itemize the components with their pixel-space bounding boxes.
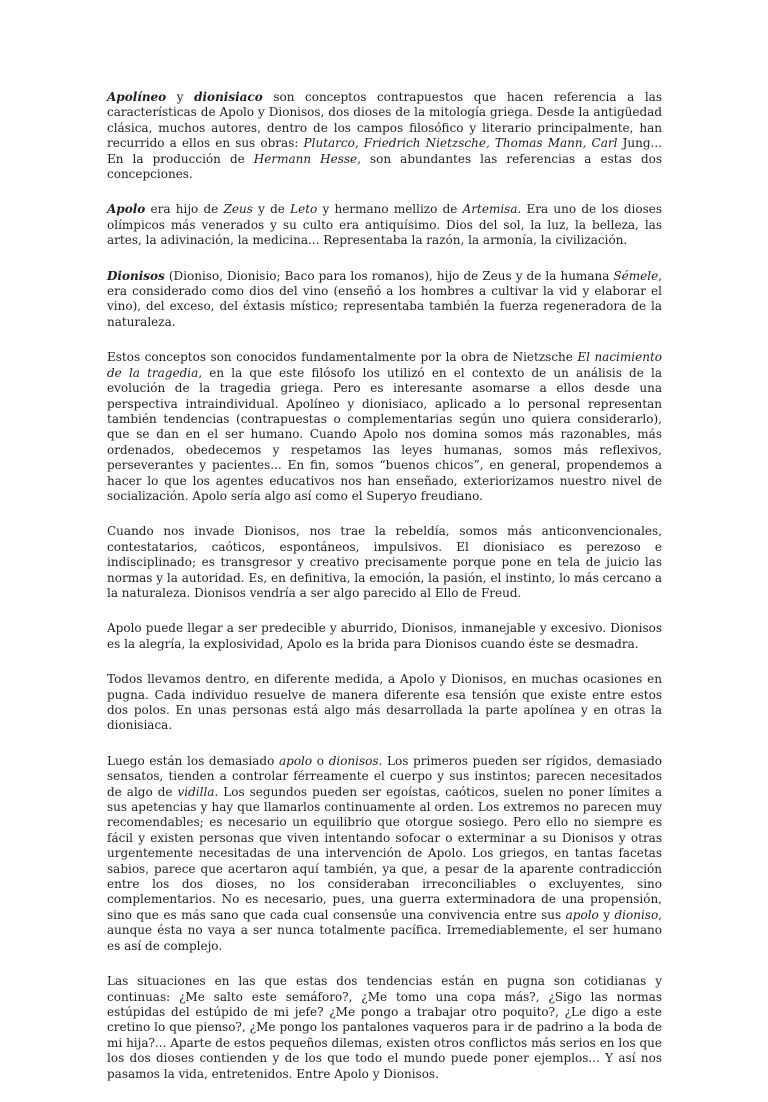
text-run: . Los segundos pueden ser egoístas, caóticos, suelen no poner límites a sus apetencias y hay que llamarlos continuamente al orden. Los extremos no parecen muy recomendables; es necesario un equilibrio que otorgue sosiego. Pero ello no siempre es fácil y existen personas que viven intentando sofocar o exterminar a su Dionisos y otras urgentemente necesitadas de una intervención de Apolo. Los griegos, en tantas facetas sabios, parece que acertaron aquí también, ya que, a pesar de la aparente contradicción entre los dos dioses, no los consideraban irreconciliables o excluyentes, sino complementarios. No es necesario, pues, una guerra exterminadora de una propensión, sino que es más sano que cada cual consensúe una convivencia entre sus bbox=[107, 784, 662, 922]
text-run: y bbox=[166, 90, 195, 104]
term-dionisiaco: dionisiaco bbox=[194, 90, 263, 104]
text-run: Las situaciones en las que estas dos tendencias están en pugna son cotidianas y continuas: ¿Me salto este semáforo?, ¿Me tomo una copa más?, ¿Sigo las normas estúpidas del estúpido de mi jefe? ¿Me pongo a trabajar otro poquito?, ¿Le digo a este cretino lo que pienso?, ¿Me pongo los pantalones vaqueros para ir de padrino a la boda de mi hija?... Aparte de estos pequeños dilemas, existen otros conflictos más serios en los que los dos dioses contienden y de los que todo el mundo puede poner ejemplos... Y así nos pasamos la vida, entretenidos. Entre Apolo y Dionisos. bbox=[107, 974, 662, 1081]
text-run: Jung... En la producción de bbox=[107, 136, 662, 166]
text-run: , aunque ésta no vaya a ser nunca totalmente pacífica. Irremediablemente, el ser humano es así de complejo. bbox=[107, 907, 662, 953]
text-run: Apolo puede llegar a ser predecible y aburrido, Dionisos, inmanejable y excesivo. Dionisos es la alegría, la explosividad, Apolo es la brida para Dionisos cuando éste se desmadra. bbox=[107, 621, 662, 651]
word-dionisos: dionisos bbox=[328, 753, 379, 768]
text-run: o bbox=[312, 753, 329, 768]
name-leto: Leto bbox=[290, 202, 318, 217]
word-dioniso: dioniso bbox=[614, 907, 659, 922]
text-run: en la que este filósofo los utilizó en el contexto de un análisis de la evolución de la tragedia griega. Pero es interesante asomarse a ellos desde una perspectiva intraindividual. Apolíneo y dionisiaco, aplicado a lo personal representan también tendencias (contrapuestas o complementarias según uno quiera considerarlo), que se dan en el ser humano. Cuando Apolo nos domina somos más razonables, más ordenados, obedecemos y respetamos las leyes humanas, somos más reflexivos, perseverantes y pacientes... En fin, somos “buenos chicos”, en general, propendemos a hacer lo que los agentes educativos nos han enseñado, exteriorizamos nuestro nivel de socialización. Apolo sería algo así como el Superyo freudiano. bbox=[107, 365, 662, 503]
name-zeus: Zeus bbox=[223, 202, 253, 217]
word-apolo: apolo bbox=[278, 753, 313, 768]
paragraph-8 bbox=[107, 754, 662, 954]
term-apolo: Apolo bbox=[107, 202, 146, 217]
name-artemisa: Artemisa bbox=[462, 202, 518, 217]
paragraph-2 bbox=[107, 202, 662, 248]
text-run: era hijo de bbox=[145, 202, 224, 217]
paragraph-3 bbox=[107, 269, 662, 331]
text-run: (Dioniso, Dionisio; Baco para los romanos), hijo de Zeus y de la humana bbox=[164, 268, 614, 283]
text-run: y bbox=[598, 907, 615, 922]
paragraph-9 bbox=[107, 974, 662, 1082]
text-run: Luego están los demasiado bbox=[107, 753, 279, 768]
paragraph-5 bbox=[107, 524, 662, 601]
document-body bbox=[107, 90, 662, 1102]
term-apolineo: Apolíneo bbox=[107, 90, 167, 104]
authors-list: Plutarco, Friedrich Nietzsche, Thomas Mann, Carl bbox=[303, 136, 618, 151]
word-vidilla: vidilla bbox=[177, 784, 215, 799]
text-run: . Era uno de los dioses olímpicos más venerados y su culto era antiquísimo. Dios del sol, la luz, la belleza, las artes, la adivinación, la medicina... Representaba la razón, la armonía, la civilización. bbox=[107, 202, 662, 248]
text-run: , era considerado como dios del vino (enseñó a los hombres a cultivar la vid y elaborar el vino), del exceso, del éxtasis místico; representaba también la fuerza regeneradora de la naturaleza. bbox=[107, 268, 662, 329]
name-semele: Sémele bbox=[613, 268, 659, 283]
paragraph-1 bbox=[107, 90, 662, 182]
text-run: y hermano mellizo de bbox=[317, 202, 463, 217]
text-run: Cuando nos invade Dionisos, nos trae la rebeldía, somos más anticonvencionales, contestatarios, caóticos, espontáneos, impulsivos. El dionisiaco es perezoso e indisciplinado; es transgresor y creativo precisamente porque pone en tela de juicio las normas y la autoridad. Es, en definitiva, la emoción, la pasión, el instinto, lo más cercano a la naturaleza. Dionisos vendría a ser algo parecido al Ello de Freud. bbox=[107, 524, 662, 600]
word-apolo: apolo bbox=[565, 907, 599, 922]
paragraph-7 bbox=[107, 672, 662, 734]
text-run: y de bbox=[252, 202, 291, 217]
text-run: son conceptos contrapuestos que hacen referencia a las características de Apolo y Dionisos, dos dioses de la mitología griega. Desde la antigüedad clásica, muchos autores, dentro de los campos filosófico y literario principalmente, han recurrido a ellos en sus obras: bbox=[107, 90, 662, 151]
text-run: Estos conceptos son conocidos fundamentalmente por la obra de Nietzsche bbox=[107, 350, 578, 365]
text-run: Todos llevamos dentro, en diferente medida, a Apolo y Dionisos, en muchas ocasiones en pugna. Cada individuo resuelve de manera diferente esa tensión que existe entre estos dos polos. En unas personas está algo más desarrollada la parte apolínea y en otras la dionisiaca. bbox=[107, 672, 662, 733]
paragraph-4 bbox=[107, 350, 662, 504]
author-hesse: Hermann Hesse bbox=[253, 151, 358, 166]
text-run: , son abundantes las referencias a estas dos concepciones. bbox=[107, 151, 663, 182]
term-dionisos: Dionisos bbox=[107, 268, 165, 283]
book-title: El nacimiento de la tragedia, bbox=[107, 350, 662, 380]
text-run: . Los primeros pueden ser rígidos, demasiado sensatos, tienden a controlar férreamente el cuerpo y sus instintos; parecen necesitados de algo de bbox=[107, 753, 662, 799]
paragraph-6 bbox=[107, 621, 662, 652]
